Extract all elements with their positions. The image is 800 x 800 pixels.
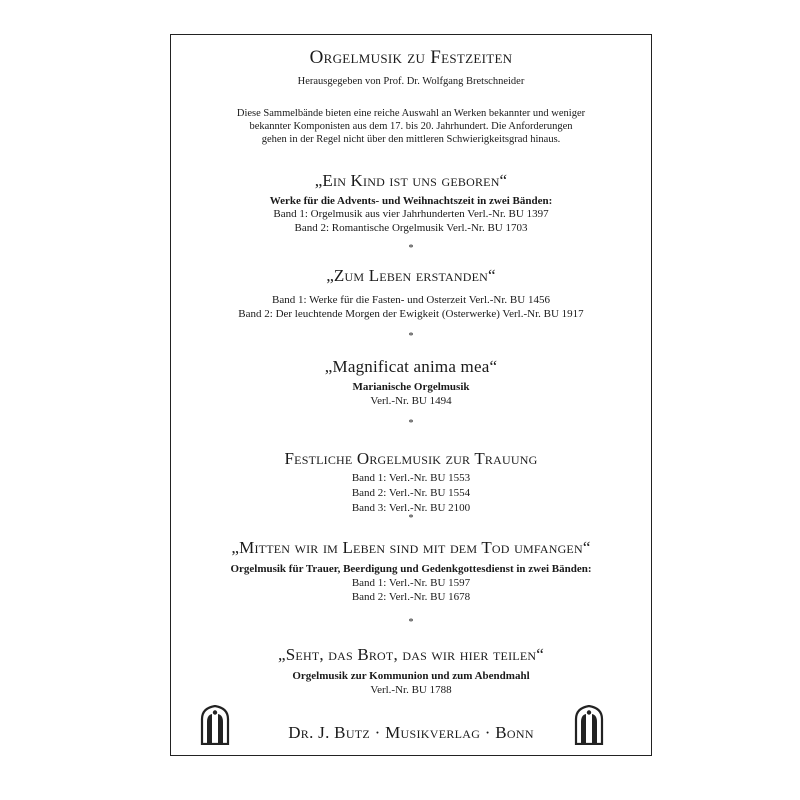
section-line: Band 1: Orgelmusik aus vier Jahrhunderten Verl.-Nr. BU 1397 [273, 208, 549, 220]
section-title-magnificat: „Magnificat anima mea“ [324, 357, 498, 376]
section-line: Band 3: Verl.-Nr. BU 2100 [351, 502, 471, 514]
section-line: Band 1: Werke für die Fasten- und Osterzeit Verl.-Nr. BU 1456 [272, 294, 550, 306]
publisher-footer: Dr. J. Butz · Musikverlag · Bonn [288, 723, 534, 742]
section-line: Band 2: Verl.-Nr. BU 1554 [351, 487, 471, 499]
editor-line: Herausgegeben von Prof. Dr. Wolfgang Bretschneider [297, 76, 525, 87]
intro-line-1: Diese Sammelbände bieten eine reiche Auswahl an Werken bekannter und weniger [236, 108, 586, 119]
gothic-window-icon [574, 705, 604, 745]
section-title-seht-das-brot: „Seht, das Brot, das wir hier teilen“ [278, 645, 544, 664]
separator-star: * [408, 513, 414, 524]
section-line: Band 1: Verl.-Nr. BU 1597 [351, 577, 471, 589]
section-line: Band 1: Verl.-Nr. BU 1553 [351, 472, 471, 484]
section-subtitle-magnificat: Marianische Orgelmusik [352, 381, 470, 393]
section-line: Verl.-Nr. BU 1494 [370, 395, 452, 407]
section-title-trauung: Festliche Orgelmusik zur Trauung [284, 449, 538, 468]
section-title-ein-kind: „Ein Kind ist uns geboren“ [314, 171, 508, 190]
section-line: Band 2: Verl.-Nr. BU 1678 [351, 591, 471, 603]
section-line: Verl.-Nr. BU 1788 [370, 684, 452, 696]
intro-line-2: bekannter Komponisten aus dem 17. bis 20. Jahrhundert. Die Anforderungen [249, 121, 573, 132]
separator-star: * [408, 418, 414, 429]
separator-star: * [408, 331, 414, 342]
section-line: Band 2: Romantische Orgelmusik Verl.-Nr. BU 1703 [294, 222, 528, 234]
page-title: Orgelmusik zu Festzeiten [309, 47, 513, 68]
separator-star: * [408, 243, 414, 254]
section-title-mitten-wir: „Mitten wir im Leben sind mit dem Tod umfangen“ [231, 538, 591, 557]
section-subtitle-seht-das-brot: Orgelmusik zur Kommunion und zum Abendmahl [292, 670, 530, 682]
catalog-page-frame [170, 34, 652, 756]
section-title-zum-leben: „Zum Leben erstanden“ [326, 266, 496, 285]
section-subtitle-ein-kind: Werke für die Advents- und Weihnachtszeit in zwei Bänden: [269, 195, 553, 207]
separator-star: * [408, 617, 414, 628]
section-subtitle-mitten-wir: Orgelmusik für Trauer, Beerdigung und Gedenkgottesdienst in zwei Bänden: [230, 563, 592, 575]
intro-line-3: gehen in der Regel nicht über den mittleren Schwierigkeitsgrad hinaus. [261, 134, 561, 145]
section-line: Band 2: Der leuchtende Morgen der Ewigkeit (Osterwerke) Verl.-Nr. BU 1917 [238, 308, 584, 320]
